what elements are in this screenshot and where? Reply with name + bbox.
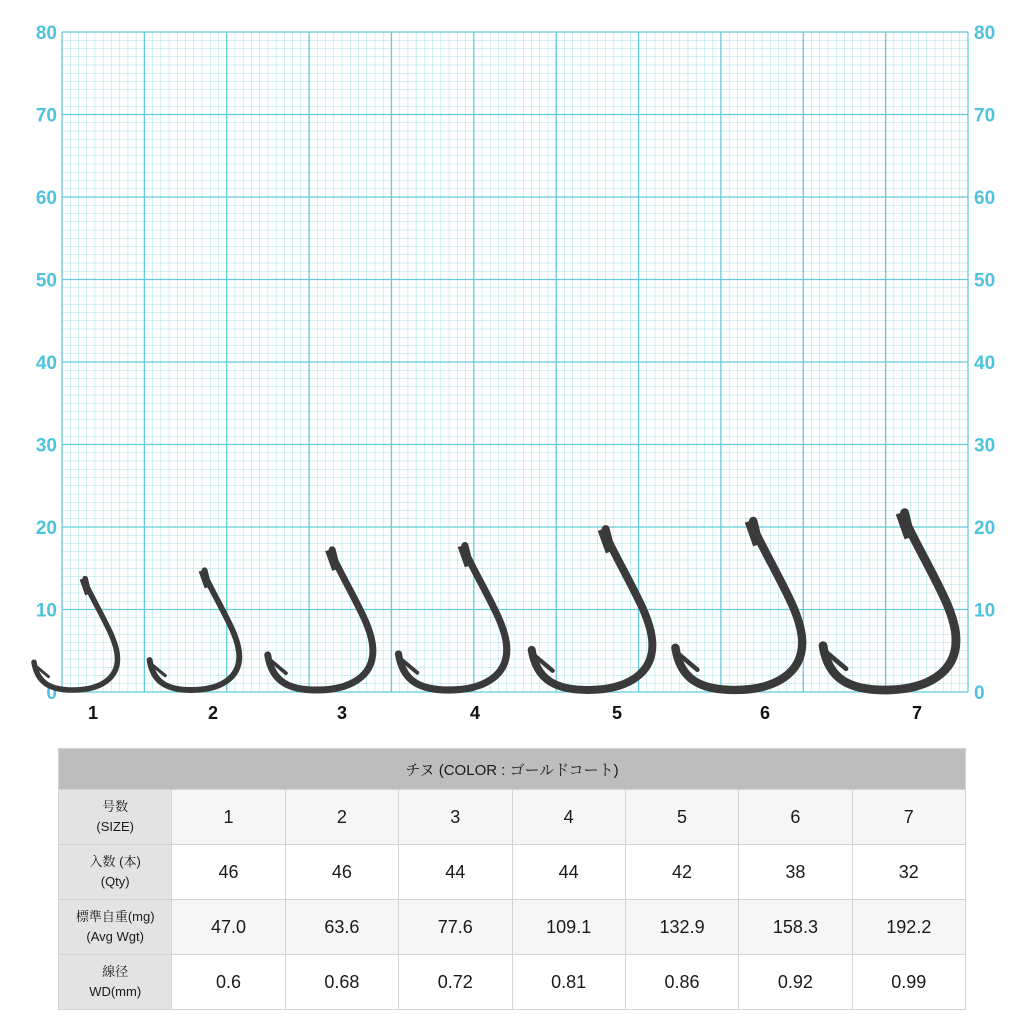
row-header-qty	[59, 845, 172, 900]
y-tick-label: 60	[35, 188, 57, 209]
row-header-en: (Qty)	[100, 874, 130, 889]
row-header-en: (SIZE)	[96, 819, 134, 834]
y-tick-label: 70	[974, 105, 996, 127]
table-cell: 158.3	[739, 900, 852, 955]
y-tick-label: 50	[974, 270, 996, 292]
size-label-5: 5	[611, 703, 623, 723]
table-cell: 46	[172, 845, 285, 900]
y-tick-label: 80	[974, 23, 996, 44]
y-tick-label: 0	[46, 683, 57, 704]
table-cell: 0.68	[285, 955, 398, 1010]
table-cell: 0.81	[512, 955, 625, 1010]
table-cell: 63.6	[285, 900, 398, 955]
size-label-1: 1	[87, 703, 99, 723]
table-cell: 47.0	[172, 900, 285, 955]
table-title-row	[59, 749, 966, 790]
table-cell: 7	[852, 790, 965, 845]
y-axis-right	[974, 23, 995, 704]
y-tick-label: 70	[35, 105, 57, 127]
row-header-jp: 標準自重(mg)	[75, 909, 155, 924]
table-cell: 0.92	[739, 955, 852, 1010]
table-title: チヌ (COLOR : ゴールドコート)	[59, 749, 966, 790]
size-label-3: 3	[336, 703, 348, 723]
spec-table	[58, 748, 966, 1010]
row-header-jp: 線径	[102, 964, 129, 979]
grid-paper	[62, 32, 968, 692]
y-axis-left	[36, 23, 57, 704]
table-cell: 46	[285, 845, 398, 900]
table-cell: 5	[625, 790, 738, 845]
y-tick-label: 30	[974, 435, 996, 457]
table-cell: 42	[625, 845, 738, 900]
y-tick-label: 60	[974, 188, 996, 209]
table-cell: 1	[172, 790, 285, 845]
row-header-weight	[59, 900, 172, 955]
row-header-wire-diameter	[59, 955, 172, 1010]
table-cell: 0.6	[172, 955, 285, 1010]
table-cell: 77.6	[399, 900, 512, 955]
table-cell: 4	[512, 790, 625, 845]
y-tick-label: 50	[35, 270, 57, 292]
row-header-en: WD(mm)	[89, 984, 142, 999]
row-header-jp: 号数	[102, 799, 129, 814]
table-cell: 2	[285, 790, 398, 845]
table-cell: 6	[739, 790, 852, 845]
y-tick-label: 10	[35, 600, 57, 622]
table-row-qty	[59, 845, 966, 900]
size-label-6: 6	[759, 703, 771, 723]
table-row-weight	[59, 900, 966, 955]
row-header-size	[59, 790, 172, 845]
table-cell: 44	[512, 845, 625, 900]
size-labels	[88, 703, 922, 723]
y-tick-label: 30	[35, 435, 57, 457]
y-tick-label: 20	[35, 518, 57, 539]
size-label-4: 4	[469, 703, 481, 723]
y-tick-label: 40	[35, 353, 57, 374]
table-cell: 44	[399, 845, 512, 900]
y-tick-label: 40	[974, 353, 996, 374]
table-cell: 132.9	[625, 900, 738, 955]
table-row-wire-diameter	[59, 955, 966, 1010]
size-label-2: 2	[207, 703, 219, 723]
table-cell: 32	[852, 845, 965, 900]
table-cell: 0.86	[625, 955, 738, 1010]
y-tick-label: 80	[35, 23, 57, 44]
table-row-size	[59, 790, 966, 845]
table-cell: 109.1	[512, 900, 625, 955]
table-cell: 38	[739, 845, 852, 900]
row-header-jp: 入数 (本)	[89, 854, 141, 869]
y-tick-label: 0	[974, 683, 985, 704]
y-tick-label: 10	[974, 600, 996, 622]
row-header-en: (Avg Wgt)	[86, 929, 144, 944]
table-cell: 0.72	[399, 955, 512, 1010]
table-cell: 3	[399, 790, 512, 845]
y-tick-label: 20	[974, 518, 996, 539]
table-cell: 0.99	[852, 955, 965, 1010]
table-cell: 192.2	[852, 900, 965, 955]
size-label-7: 7	[911, 703, 923, 723]
